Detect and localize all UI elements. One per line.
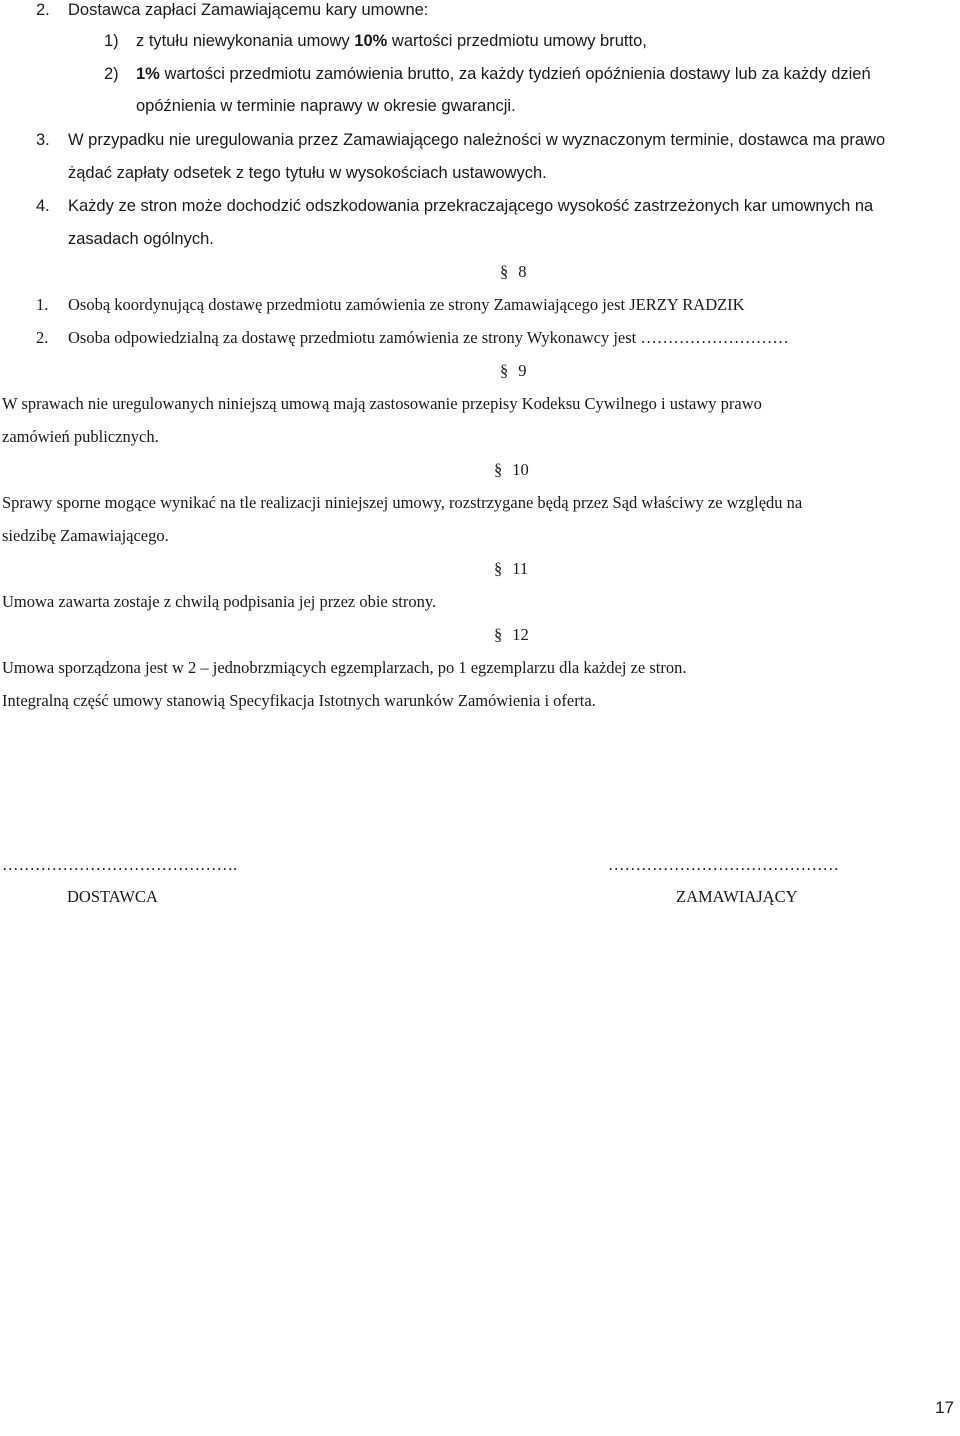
sub-item-2-number: 2) (104, 65, 119, 83)
section-10-line2: siedzibę Zamawiającego. (2, 526, 169, 545)
sub-item-2-line2: opóźnienia w terminie naprawy w okresie gwarancji. (136, 97, 516, 115)
section-sign-icon: § (494, 559, 503, 578)
paragraph-4-number: 4. (36, 197, 50, 215)
paragraph-3-number: 3. (36, 131, 50, 149)
section-sign-icon: § (500, 262, 509, 281)
section-sign-icon: § (494, 625, 503, 644)
paragraph-4-line2: zasadach ogólnych. (68, 230, 214, 248)
paragraph-4-line1: Każdy ze stron może dochodzić odszkodowania przekraczającego wysokość zastrzeżonych kar umownych na (68, 197, 874, 215)
section-number: 9 (518, 361, 527, 380)
section-12-line2: Integralną część umowy stanowią Specyfikacja Istotnych warunków Zamówienia i oferta. (2, 691, 596, 710)
sub-item-1-post: wartości przedmiotu umowy brutto, (387, 32, 647, 50)
sub-item-2-bold: 1% (136, 65, 160, 83)
paragraph-number: 2. (36, 1, 50, 19)
sub-item-1-number: 1) (104, 32, 119, 50)
paragraph-3-line1: W przypadku nie uregulowania przez Zamawiającego należności w wyznaczonym terminie, dostawca ma prawo (68, 131, 886, 149)
section-10-heading (494, 460, 529, 480)
sub-item-1-bold: 10% (354, 32, 388, 50)
page-number: 17 (935, 1398, 954, 1417)
section-8-item-1-number: 1. (36, 295, 49, 314)
section-8-item-2: Osoba odpowiedzialną za dostawę przedmiotu zamówienia ze strony Wykonawcy jest ……………………… (68, 328, 789, 347)
paragraph-3-line2: żądać zapłaty odsetek z tego tytułu w wysokościach ustawowych. (68, 164, 547, 182)
section-number: 12 (512, 625, 529, 644)
section-9-line2: zamówień publicznych. (2, 427, 159, 446)
section-10-line1: Sprawy sporne mogące wynikać na tle realizacji niniejszej umowy, rozstrzygane będą przez Sąd właściwy ze względu na (2, 493, 803, 512)
signature-line-right: …………………………………… (608, 855, 839, 874)
section-number: 11 (512, 559, 529, 578)
sub-item-2-line1: wartości przedmiotu zamówienia brutto, za każdy tydzień opóźnienia dostawy lub za każdy dzień (159, 65, 871, 83)
section-number: 8 (518, 262, 527, 281)
section-sign-icon: § (494, 460, 503, 479)
paragraph-2-text: Dostawca zapłaci Zamawiającemu kary umowne: (68, 1, 429, 19)
section-number: 10 (512, 460, 529, 479)
section-8-heading (500, 262, 527, 282)
paragraph-2 (36, 0, 50, 20)
section-12-line1: Umowa sporządzona jest w 2 – jednobrzmiących egzemplarzach, po 1 egzemplarzu dla każdej ze stron. (2, 658, 687, 677)
section-9-line1: W sprawach nie uregulowanych niniejszą umową mają zastosowanie przepisy Kodeksu Cywilnego i ustawy prawo (2, 394, 762, 413)
section-12-heading (494, 625, 529, 645)
signature-label-left: DOSTAWCA (67, 887, 158, 906)
section-9-heading (500, 361, 527, 381)
signature-label-right: ZAMAWIAJĄCY (676, 887, 798, 906)
section-8-item-1: Osobą koordynującą dostawę przedmiotu zamówienia ze strony Zamawiającego jest JERZY RADZIK (68, 295, 745, 314)
section-8-item-2-number: 2. (36, 328, 49, 347)
sub-item-1 (136, 31, 647, 51)
sub-item-1-pre: z tytułu niewykonania umowy (136, 32, 355, 50)
section-sign-icon: § (500, 361, 509, 380)
signature-line-left: ……………………………………. (2, 855, 238, 874)
section-11-line1: Umowa zawarta zostaje z chwilą podpisania jej przez obie strony. (2, 592, 437, 611)
sub-item-2 (136, 64, 871, 84)
section-11-heading (494, 559, 528, 579)
